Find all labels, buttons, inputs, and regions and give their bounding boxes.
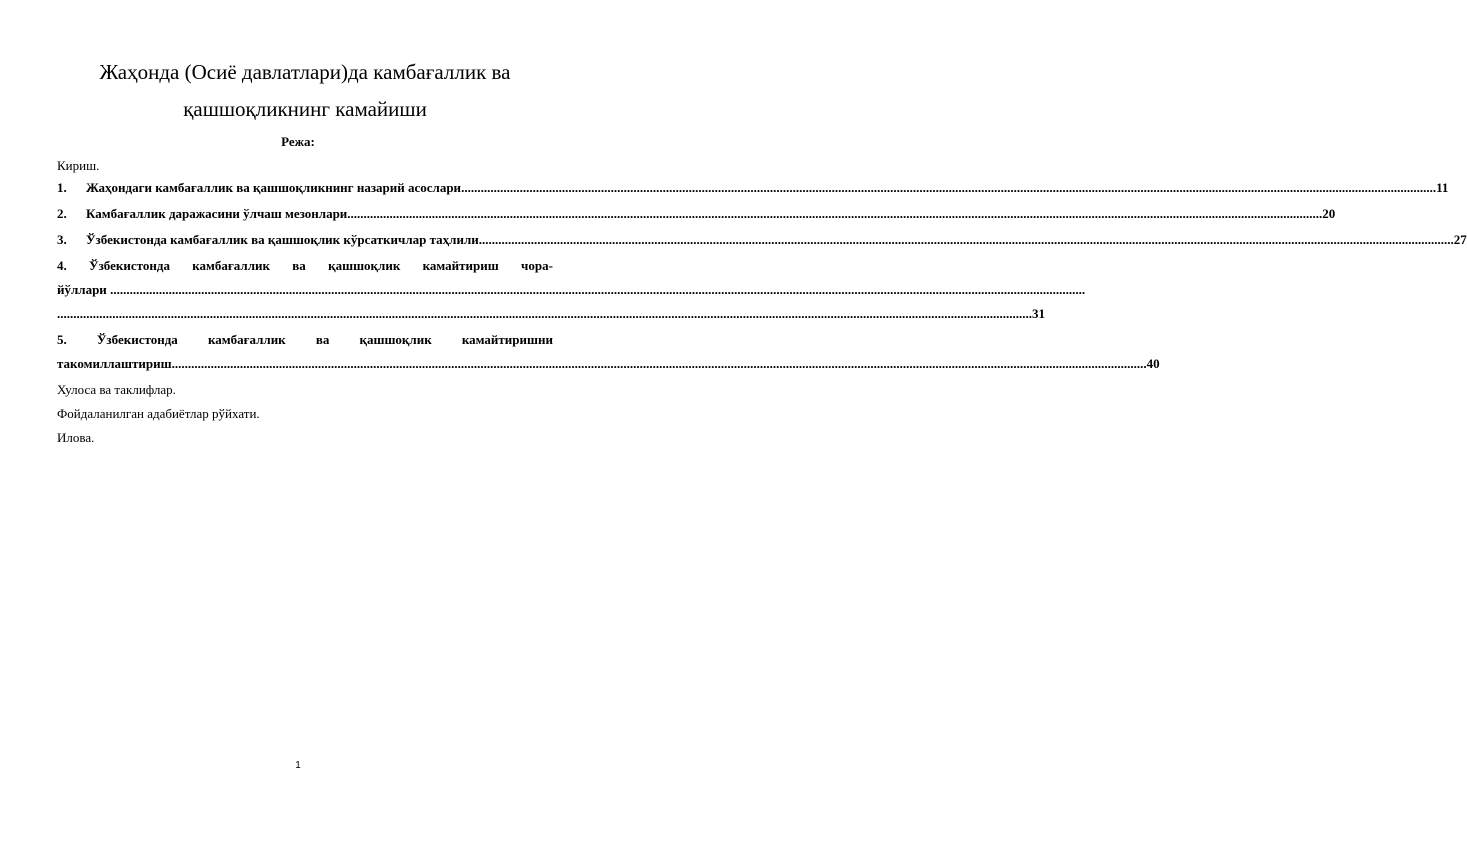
toc-entry-page: 20 bbox=[1322, 206, 1336, 221]
toc-entry-word: камбағаллик bbox=[192, 258, 270, 273]
toc-entry-page: 31 bbox=[1032, 306, 1045, 321]
toc-entry-word: қашшоқлик bbox=[328, 258, 401, 273]
toc-dot-leader: ............................................................................................................................................................................................................................................................................................................ bbox=[461, 180, 1437, 195]
toc-entry-page: 27 bbox=[1453, 232, 1467, 247]
toc-entry-page: 40 bbox=[1146, 356, 1160, 371]
toc-entry-word: камбағаллик bbox=[207, 332, 286, 347]
toc-entry-4-line-1 bbox=[57, 258, 553, 274]
toc-entry-title-cont: йўллари bbox=[57, 282, 107, 297]
toc-entry-word: ва bbox=[315, 332, 330, 347]
toc-entry-number: 3. bbox=[57, 232, 67, 247]
toc-entry-word: Ўзбекистонда bbox=[96, 332, 178, 347]
conclusion-entry: Хулоса ва таклифлар. bbox=[57, 382, 176, 397]
toc-dot-leader: ............................................................................................................................................................................................................................................................................................................ bbox=[347, 206, 1323, 221]
toc-entry-page: 11 bbox=[1436, 180, 1449, 195]
toc-entry-4-line-3 bbox=[57, 306, 1045, 322]
toc-entry-word: камайтиришни bbox=[461, 332, 553, 347]
toc-dot-leader: ............................................................................................................................................................................................................................................................................................................ bbox=[171, 356, 1147, 371]
toc-dot-leader: ............................................................................................................................................................................................................................................................................................................ bbox=[57, 306, 1032, 321]
toc-entry-title: Ўзбекистонда камбағаллик ва қашшоқлик кўрсаткичлар таҳлили bbox=[86, 232, 479, 247]
toc-dot-leader: ............................................................................................................................................................................................................................................................................................................ bbox=[110, 282, 1086, 297]
toc-entry-3 bbox=[57, 232, 1467, 248]
references-entry: Фойдаланилган адабиётлар рўйхати. bbox=[57, 406, 260, 421]
toc-entry-word: Ўзбекистонда bbox=[89, 258, 170, 273]
toc-entry-word: қашшоқлик bbox=[359, 332, 432, 347]
toc-entry-title-cont: такомиллаштириш bbox=[57, 356, 172, 371]
toc-entry-word: камайтириш bbox=[422, 258, 499, 273]
toc-entry-title: Камбағаллик даражасини ўлчаш мезонлари bbox=[86, 206, 348, 221]
toc-dot-leader: ............................................................................................................................................................................................................................................................................................................ bbox=[478, 232, 1454, 247]
appendix-entry: Илова. bbox=[57, 430, 95, 445]
toc-entry-2 bbox=[57, 206, 1336, 222]
toc-entry-title: Жаҳондаги камбағаллик ва қашшоқликнинг назарий асослари bbox=[86, 180, 462, 195]
toc-entry-word: чора- bbox=[521, 258, 553, 273]
toc-entry-number: 4. bbox=[57, 258, 67, 273]
toc-entry-5-line-1 bbox=[57, 332, 553, 348]
toc-entry-number: 1. bbox=[57, 180, 67, 195]
toc-entry-number: 5. bbox=[57, 332, 67, 347]
page-number: 1 bbox=[295, 760, 301, 771]
toc-entry-1 bbox=[57, 180, 1449, 196]
document-title-line-2: қашшоқликнинг камайиши bbox=[183, 97, 427, 121]
intro-entry: Кириш. bbox=[57, 158, 100, 173]
plan-heading: Режа: bbox=[281, 134, 315, 149]
document-title-line-1: Жаҳонда (Осиё давлатлари)да камбағаллик ва bbox=[99, 60, 511, 84]
toc-entry-5-line-2 bbox=[57, 356, 1160, 372]
toc-entry-word: ва bbox=[292, 258, 306, 273]
toc-entry-4-line-2 bbox=[57, 282, 1086, 298]
toc-entry-number: 2. bbox=[57, 206, 67, 221]
